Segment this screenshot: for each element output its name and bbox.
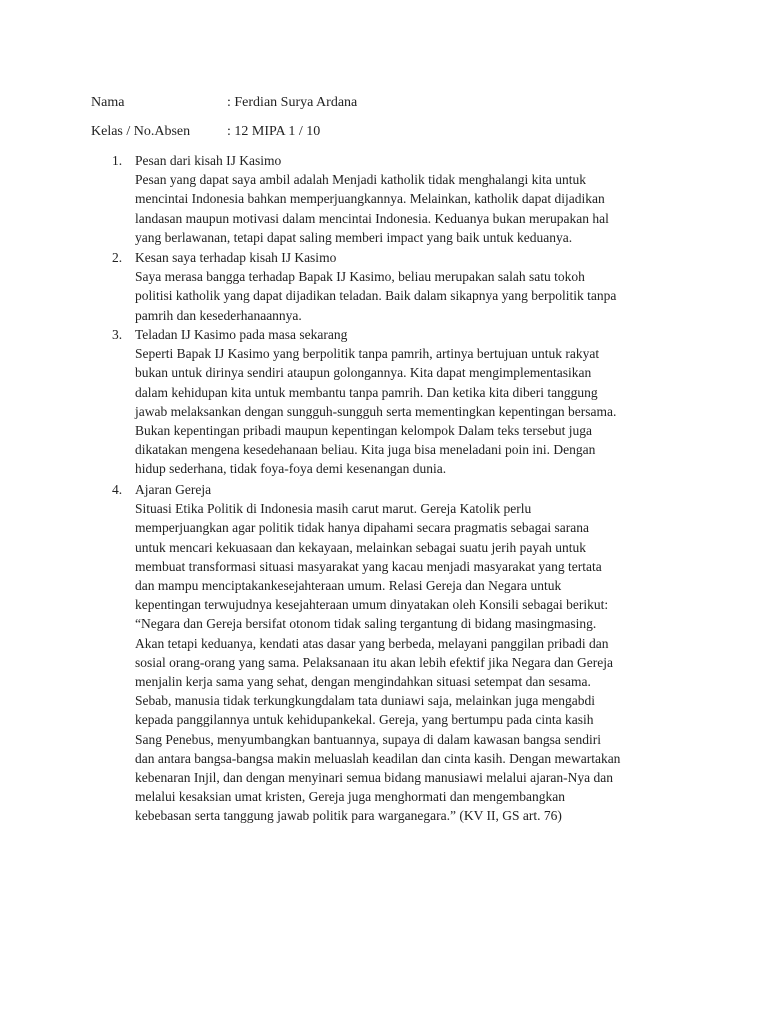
name-label: Nama [91,95,125,110]
list-item-number: 4. [112,482,123,497]
list-item-content [135,325,695,479]
paragraph-line: hidup sederhana, tidak foya-foya demi kesenangan dunia. [135,461,447,477]
paragraph-line: “Negara dan Gereja bersifat otonom tidak saling tergantung di bidang masingmasing. [135,616,597,632]
list-item-heading: Teladan IJ Kasimo pada masa sekarang [135,327,348,342]
paragraph-line: dikatakan mengena kesedehanaan beliau. Kita juga bisa meneladani poin ini. Dengan [135,442,596,458]
paragraph-line: landasan maupun motivasi dalam mencintai Indonesia. Keduanya bukan merupakan hal [135,210,609,226]
paragraph-line: Seperti Bapak IJ Kasimo yang berpolitik tanpa pamrih, artinya bertujuan untuk rakyat [135,346,600,362]
name-row [91,93,357,112]
paragraph-line: bukan untuk dirinya sendiri ataupun golongannya. Kita dapat mengimplementasikan [135,365,592,381]
paragraph-line: membuat transformasi situasi masyarakat yang kacau menjadi masyarakat yang tertata [135,558,602,574]
paragraph-line: Situasi Etika Politik di Indonesia masih carut marut. Gereja Katolik perlu [135,501,532,517]
paragraph-line: pamrih dan kesederhanaannya. [135,307,302,323]
paragraph-line: kepentingan terwujudnya kesejahteraan umum dinyatakan oleh Konsili sebagai berikut: [135,597,609,613]
class-row [91,122,320,141]
name-value: : Ferdian Surya Ardana [227,95,358,110]
paragraph-line: Akan tetapi keduanya, kendati atas dasar yang berbeda, melayani panggilan pribadi dan [135,635,609,651]
paragraph-line: Bukan kepentingan pribadi maupun kepentingan kelompok Dalam teks tersebut juga [135,423,593,439]
list-item-heading: Ajaran Gereja [135,482,212,497]
list-item-number: 2. [112,250,123,265]
list-item-number: 3. [112,327,123,342]
paragraph-line: memperjuangkan agar politik tidak hanya dipahami secara pragmatis sebagai sarana [135,520,589,536]
paragraph-line: Sebab, manusia tidak terkungkungdalam tata duniawi saja, melainkan juga mengabdi [135,693,595,709]
class-value: : 12 MIPA 1 / 10 [227,124,321,139]
paragraph-line: untuk mencari kekuasaan dan kekayaan, melainkan sebagai suatu jerih payah untuk [135,539,586,555]
paragraph-line: menjalin kerja sama yang sehat, dengan mengindahkan situasi setempat dan sesama. [135,674,591,690]
paragraph-line: kebebasan serta tanggung jawab politik para warganegara.” (KV II, GS art. 76) [135,808,562,824]
paragraph-line: Saya merasa bangga terhadap Bapak IJ Kasimo, beliau merupakan salah satu tokoh [135,269,585,285]
class-label: Kelas / No.Absen [91,124,191,139]
list-item-content [135,248,695,325]
list-item-content [135,480,695,826]
paragraph-line: kebenaran Injil, dan dengan menyinari semua bidang manusiawi melalui ajaran-Nya dan [135,770,613,786]
paragraph-line: jawab melaksankan dengan sungguh-sungguh serta mementingkan kepentingan bersama. [135,403,617,419]
paragraph-line: dalam kehidupan kita untuk membantu tanpa pamrih. Dan ketika kita diberi tanggung [135,384,598,400]
list-item-number: 1. [112,153,123,168]
list-item-heading: Pesan dari kisah IJ Kasimo [135,153,282,168]
paragraph-line: melalui kesaksian umat kristen, Gereja juga menghormati dan mengembangkan [135,789,565,805]
paragraph-line: kepada panggilannya untuk kehidupankekal. Gereja, yang bertumpu pada cinta kasih [135,712,594,728]
paragraph-line: Sang Penebus, menyumbangkan bantuannya, supaya di dalam kawasan bangsa sendiri [135,731,602,747]
paragraph-line: sosial orang-orang yang sama. Pelaksanaan itu akan lebih efektif jika Negara dan Gereja [135,654,613,670]
paragraph-line: dan mampu menciptakankesejahteraan umum. Relasi Gereja dan Negara untuk [135,578,562,594]
paragraph-line: Pesan yang dapat saya ambil adalah Menjadi katholik tidak menghalangi kita untuk [135,172,587,188]
list-item-content [135,151,695,247]
paragraph-line: dan antara bangsa-bangsa makin meluaslah keadilan dan cinta kasih. Dengan mewartakan [135,750,621,766]
paragraph-line: yang berlawanan, tetapi dapat saling memberi impact yang baik untuk keduanya. [135,229,573,245]
list-item-heading: Kesan saya terhadap kisah IJ Kasimo [135,250,337,265]
paragraph-line: mencintai Indonesia bahkan memperjuangkannya. Melainkan, katholik dapat dijadikan [135,191,605,207]
paragraph-line: politisi katholik yang dapat dijadikan teladan. Baik dalam sikapnya yang berpolitik tanpa [135,288,617,304]
